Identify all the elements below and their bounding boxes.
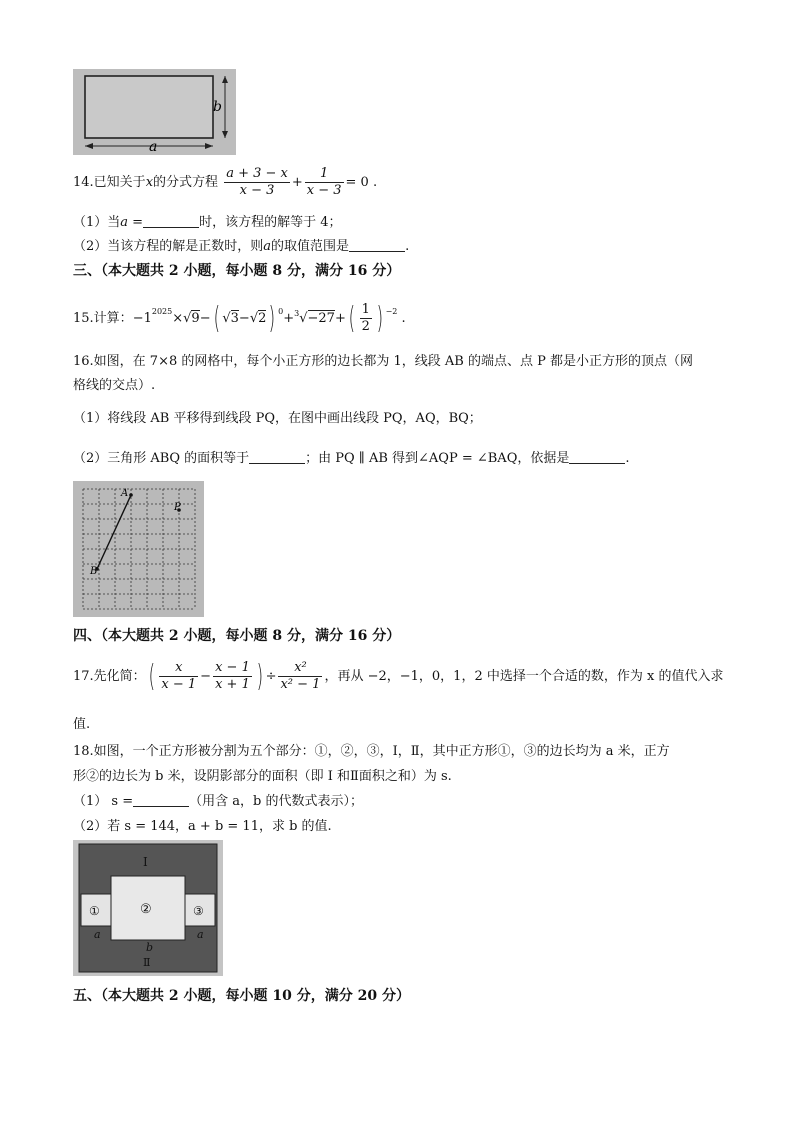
section-4-heading: 四、（本大题共 2 小题，每小题 8 分，满分 16 分） (73, 628, 401, 644)
q18-line2: 形②的边长为 b 米，设阴影部分的面积（即 I 和Ⅱ面积之和）为 s. (73, 769, 452, 784)
q16-part2: （2）三角形 ABQ 的面积等于 ；由 PQ ∥ AB 得到∠AQP = ∠BAQ，依据是 . (73, 451, 630, 466)
q14-plus: + (291, 175, 303, 190)
q16-line2: 格线的交点）. (73, 378, 156, 393)
q14-fraction-2: $\frac{1}{x - 3}$ (306, 166, 342, 198)
q14-blank-2[interactable] (349, 239, 405, 252)
label-b: b (213, 99, 222, 115)
q14-fraction-1: $\frac{a + 3 - x}{x - 3}$ (226, 166, 288, 198)
q14-var-x: x (145, 175, 154, 190)
grid-figure-svg (73, 481, 204, 617)
square-2-label: ② (140, 902, 152, 917)
q14-blank-1[interactable] (143, 215, 199, 228)
q16-line1: 16.如图，在 7×8 的网格中，每个小正方形的边长都为 1，线段 AB 的端点、点 P 都是小正方形的顶点（网 (73, 354, 693, 369)
point-a-label: A (121, 488, 129, 499)
side-a-right-label: a (197, 928, 204, 941)
point-b-label: B (90, 566, 98, 577)
grid-figure (73, 481, 204, 617)
q18-line1: 18.如图，一个正方形被分割为五个部分：①，②，③，I，Ⅱ，其中正方形①，③的边长均为 a 米，正方 (73, 744, 670, 759)
q16-blank-1[interactable] (249, 451, 305, 464)
square-figure (73, 840, 223, 976)
q14-stem (73, 166, 377, 200)
square-1-label: ① (89, 904, 100, 918)
q17-expression: 17.先化简：( $\frac{x}{x - 1}$ − $\frac{x - 1}{x + 1}$ ) ÷ $\frac{\text{x²}}{\text{x² − 1}}$ ，再从 −2，−1，0，1，2 中选择一个合适的数，作为 x 的值代入求 (73, 658, 724, 694)
side-b-label: b (146, 941, 154, 954)
region-i-label: I (143, 855, 148, 869)
q15-expression: 15.计算：$-1^{2025}\times√9-$( √3−√2) $^0$+$^3$√−27+( $\frac{1}{2}$ ) $^{-2}$ . (73, 300, 406, 336)
section-3-heading: 三、（本大题共 2 小题，每小题 8 分，满分 16 分） (73, 263, 401, 279)
point-p-label: P (174, 502, 181, 513)
q16-part1: （1）将线段 AB 平移得到线段 PQ，在图中画出线段 PQ，AQ，BQ； (73, 411, 482, 426)
region-ii-label: Ⅱ (143, 956, 151, 969)
rectangle-figure (73, 69, 236, 155)
q18-part2: （2）若 s = 144，a + b = 11，求 b 的值. (73, 819, 332, 834)
square-figure-svg (73, 840, 223, 976)
q14-lead: 14.已知关于 (73, 175, 146, 190)
q17-line2: 值. (73, 717, 91, 732)
q14-part2: （2）当该方程的解是正数时，则a的取值范围是 . (73, 239, 410, 254)
rectangle-figure-svg (73, 69, 236, 155)
q14-mid: 的分式方程 (153, 175, 219, 190)
q14-tail: = 0 . (345, 175, 378, 190)
q18-blank[interactable] (133, 794, 189, 807)
square-3-label: ③ (193, 904, 204, 918)
q18-part1: （1） s = （用含 a，b 的代数式表示）； (73, 794, 363, 809)
side-a-left-label: a (94, 928, 101, 941)
q14-part1: （1）当a = 时，该方程的解等于 4； (73, 215, 342, 230)
section-5-heading: 五、（本大题共 2 小题，每小题 10 分，满分 20 分） (73, 988, 410, 1004)
q16-blank-2[interactable] (569, 451, 625, 464)
label-a: a (149, 139, 158, 155)
